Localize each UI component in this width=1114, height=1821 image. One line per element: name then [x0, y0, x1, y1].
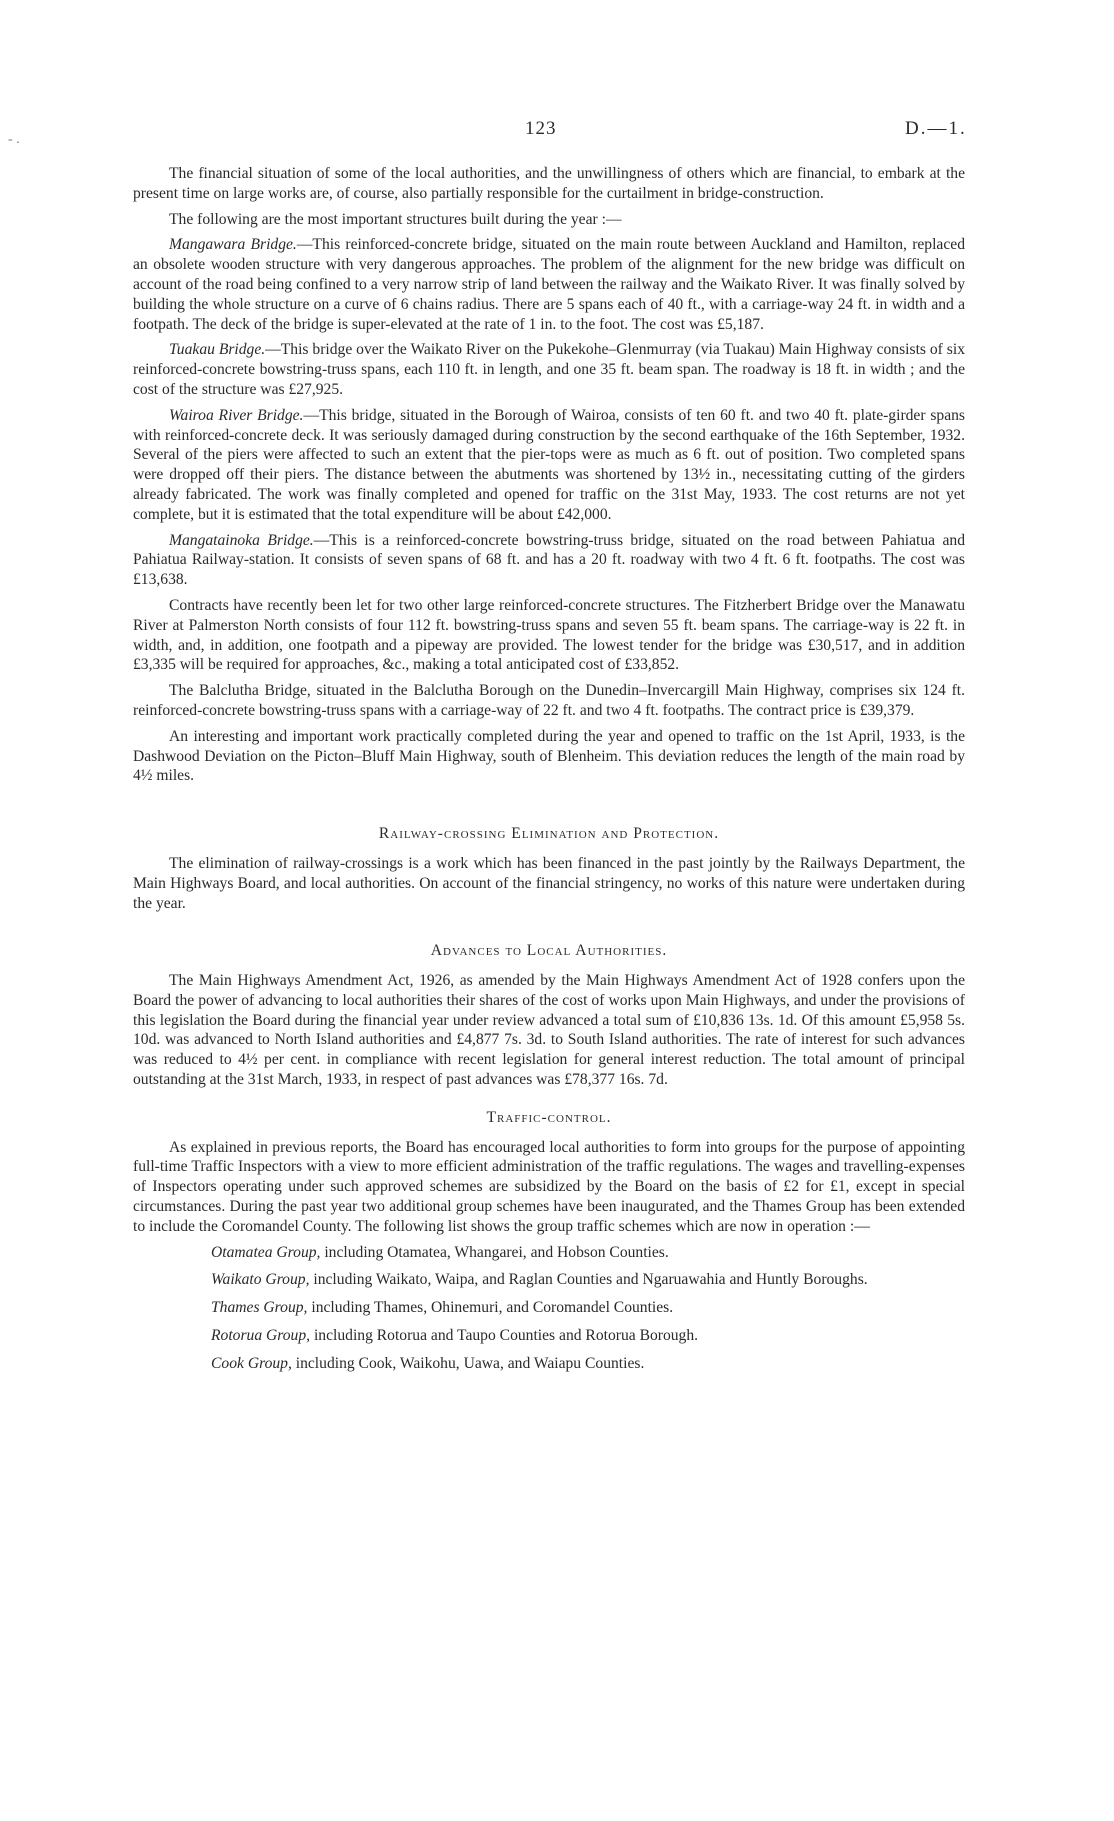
bridge-name: Wairoa River Bridge. — [169, 406, 304, 424]
group-name: Rotorua Group, — [211, 1327, 311, 1345]
bridge-paragraph-mangawara — [133, 235, 965, 334]
body-text — [133, 164, 965, 1382]
section-heading-traffic-control: Traffic-control. — [486, 1108, 612, 1126]
section-heading-railway-crossing: Railway-crossing Elimination and Protection. — [378, 825, 720, 843]
bridge-paragraph-tuakau — [133, 340, 965, 399]
margin-mark: - . — [8, 132, 20, 147]
contracts-paragraph-fitzherbert: Contracts have recently been let for two other large reinforced-concrete structures. The Fitzherbert Bridge over the Manawatu River at Palmerston North consists of four 112 ft. bowstring-truss spans and seven 55 ft. beam spans. The carriage-way is 22 ft. in width, and, in addition, one footpath and a pipeway are provided. The lowest tender for the bridge was £30,517, and in addition £3,335 will be required for approaches, &c., making a total anticipated cost of £33,852. — [133, 596, 965, 674]
contracts-paragraph-balclutha: The Balclutha Bridge, situated in the Balclutha Borough on the Dunedin–Invercargill Main Highway, comprises six 124 ft. reinforced-concrete bowstring-truss spans with a carriage-way of 22 ft. and two 4 ft. footpaths. The contract price is £39,379. — [133, 682, 965, 719]
bridge-name: Mangatainoka Bridge. — [169, 531, 314, 549]
contracts-paragraph-dashwood: An interesting and important work practically completed during the year and opened to traffic on the 1st April, 1933, is the Dashwood Deviation on the Picton–Bluff Main Highway, south of Blenheim. This deviation reduces the length of the main road by 4½ miles. — [133, 727, 965, 785]
list-item — [211, 1243, 965, 1263]
bridge-description: —This reinforced-concrete bridge, situated on the main route between Auckland and Hamilton, replaced an obsolete wooden structure with very dangerous approaches. The problem of the alignment for the new bridge was difficult on account of the road being confined to a very narrow strip of land between the railway and the Waikato River. It was finally solved by building the whole structure on a curve of 6 chains radius. There are 5 spans each of 40 ft., with a carriage-way 24 ft. in width and a footpath. The deck of the bridge is super-elevated at the rate of 1 in. to the foot. The cost was £5,187. — [133, 236, 965, 333]
list-item — [211, 1270, 965, 1290]
page-header — [0, 118, 1114, 148]
list-item — [211, 1298, 965, 1318]
group-members: including Otamatea, Whangarei, and Hobson Counties. — [320, 1243, 669, 1261]
document-code: D.—1. — [905, 118, 967, 139]
group-name: Cook Group, — [211, 1354, 292, 1372]
bridge-description: —This is a reinforced-concrete bowstring-truss bridge, situated on the road between Pahiatua and Pahiatua Railway-station. It consists of seven spans of 68 ft. and has a 20 ft. roadway with two 4 ft. 6 ft. footpaths. The cost was £13,638. — [133, 531, 965, 589]
railway-crossing-paragraph: The elimination of railway-crossings is a work which has been financed in the past jointly by the Railways Department, the Main Highways Board, and local authorities. On account of the financial stringency, no works of this nature were undertaken during the year. — [133, 854, 965, 912]
bridge-paragraph-wairoa — [133, 406, 965, 525]
advances-paragraph: The Main Highways Amendment Act, 1926, as amended by the Main Highways Amendment Act of 1928 confers upon the Board the power of advancing to local authorities their shares of the cost of works upon Main Highways, and under the provisions of this legislation the Board during the financial year under review advanced a total sum of £10,836 13s. 1d. Of this amount £5,958 5s. 10d. was advanced to North Island authorities and £4,877 7s. 3d. to South Island authorities. The rate of interest for such advances was reduced to 4½ per cent. in compliance with recent legislation for general interest reduction. The total amount of principal outstanding at the 31st March, 1933, in respect of past advances was £78,377 16s. 7d. — [133, 972, 965, 1089]
bridge-description: —This bridge over the Waikato River on the Pukekohe–Glenmurray (via Tuakau) Main Highway consists of six reinforced-concrete bowstring-truss spans, each 110 ft. in length, and one 35 ft. beam span. The roadway is 18 ft. in width ; and the cost of the structure was £27,925. — [133, 341, 965, 398]
group-name: Waikato Group, — [211, 1271, 310, 1289]
intro-list-lead: The following are the most important structures built during the year :— — [169, 210, 622, 228]
bridge-name: Tuakau Bridge. — [169, 341, 266, 359]
group-name: Otamatea Group, — [211, 1243, 321, 1261]
group-members: including Cook, Waikohu, Uawa, and Waiapu Counties. — [291, 1354, 645, 1372]
list-item — [211, 1354, 965, 1374]
traffic-control-paragraph: As explained in previous reports, the Board has encouraged local authorities to form into groups for the purpose of appointing full-time Traffic Inspectors with a view to more efficient administration of the traffic regulations. The wages and travelling-expenses of Inspectors operating under such approved schemes are subsidized by the Board on the basis of £2 for £1, except in special circumstances. During the past year two additional group schemes have been inaugurated, and the Thames Group has been extended to include the Coromandel County. The following list shows the group traffic schemes which are now in operation :— — [133, 1138, 965, 1235]
page-number: 123 — [525, 118, 557, 139]
intro-paragraph: The financial situation of some of the local authorities, and the unwillingness of others which are financial, to embark at the present time on large works are, of course, also partially responsible for the curtailment in bridge-construction. — [133, 165, 965, 202]
list-item — [211, 1326, 965, 1346]
traffic-group-list — [133, 1243, 965, 1374]
bridge-name: Mangawara Bridge. — [169, 236, 297, 254]
group-members: including Thames, Ohinemuri, and Coromandel Counties. — [307, 1299, 674, 1317]
group-members: including Waikato, Waipa, and Raglan Counties and Ngaruawahia and Huntly Boroughs. — [309, 1271, 868, 1289]
group-members: including Rotorua and Taupo Counties and Rotorua Borough. — [310, 1327, 699, 1345]
bridge-paragraph-mangatainoka — [133, 531, 965, 590]
section-heading-advances: Advances to Local Authorities. — [430, 942, 668, 960]
bridge-description: —This bridge, situated in the Borough of Wairoa, consists of ten 60 ft. and two 40 ft. plate-girder spans with reinforced-concrete deck. It was seriously damaged during construction by the second earthquake of the 16th September, 1932. Several of the piers were affected to such an extent that the pier-tops were as much as 6 ft. out of position. Two completed spans were dropped off their piers. The distance between the abutments was shortened by 13½ in., necessitating cutting of the girders already fabricated. The work was finally completed and opened for traffic on the 31st May, 1933. The cost returns are not yet complete, but it is estimated that the total expenditure will be about £42,000. — [133, 406, 965, 523]
group-name: Thames Group, — [211, 1299, 308, 1317]
